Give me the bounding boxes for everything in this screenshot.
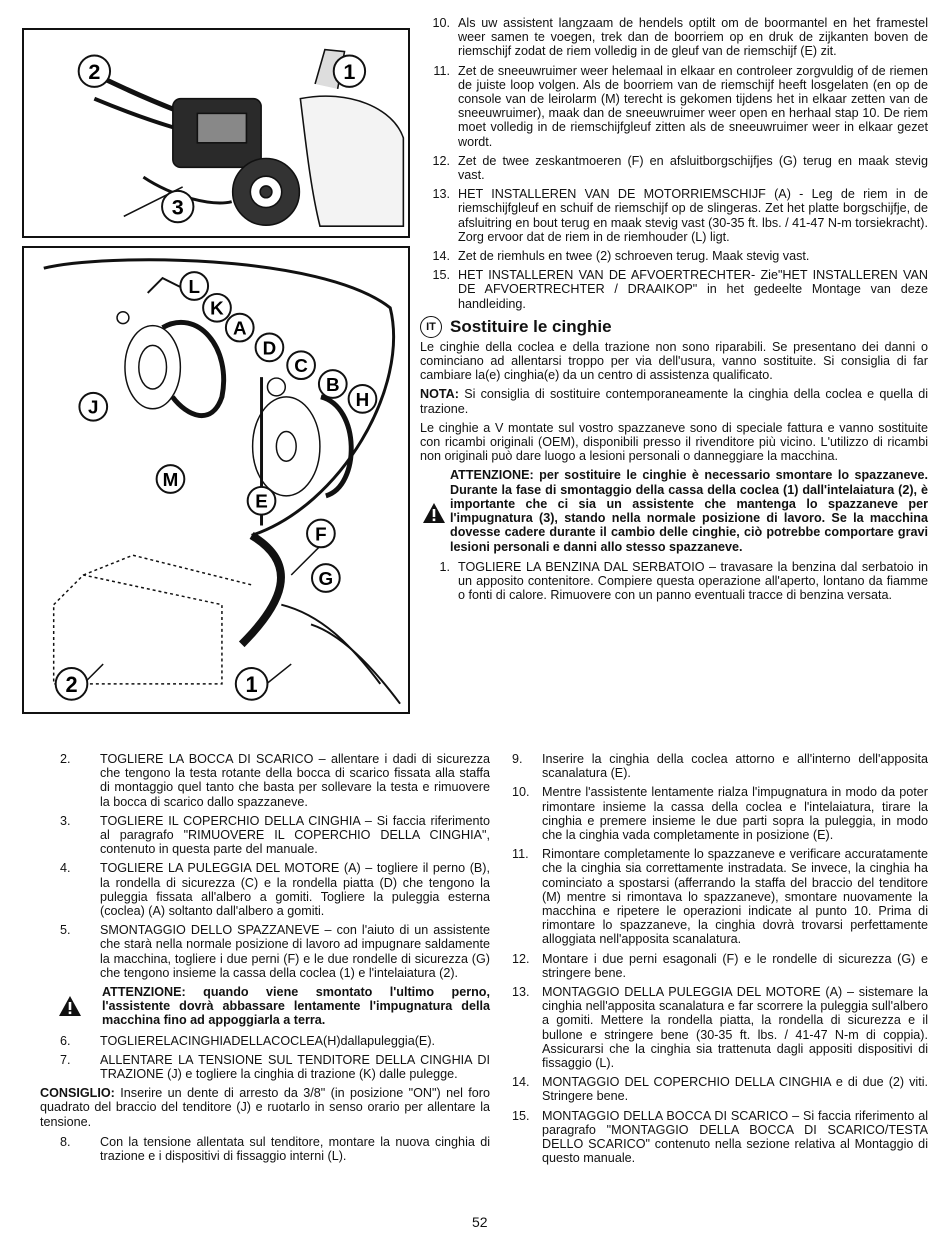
figure2-callout-2 <box>56 668 88 700</box>
figure2-callout-C <box>287 351 315 379</box>
italian-step-11: 11. Rimontare completamente lo spazzaneve e verificare accuratamente che la cinghia sia correttamente instradata. Se invece, la cinghia ha cominciato a spostarsi (afferrando la staffa del braccio del tenditore (M) mentre si rimontava lo spazzaneve), smontare nuovamente la macchina e ripetere le operazioni indicate al punto 10. Prima di rimontare lo spazzaneve, la cinghia dovrà trovarsi perfettamente alloggiata nell'apposita scanalatura. <box>512 847 928 947</box>
svg-text:M: M <box>162 468 179 490</box>
belt-pulley-illustration <box>24 248 408 712</box>
figure2-callout-E <box>248 487 276 515</box>
warning-block <box>420 468 928 553</box>
figure1-callout-2 <box>79 56 110 87</box>
svg-text:J: J <box>88 396 99 418</box>
warning-block-bottom <box>40 985 490 1028</box>
dutch-step-10: 10. Als uw assistent langzaam de hendels optilt om de boormantel en het framestel weer samen te voegen, trek dan de boorriem op en druk de zijkanten boven de riemschijf zodat de riem volledig in de gleuf van de riemschijf (E) zit. <box>432 16 928 59</box>
svg-text:D: D <box>262 337 277 359</box>
svg-text:B: B <box>325 373 340 395</box>
intro-paragraph: Le cinghie della coclea e della trazione non sono riparabili. Se presentano dei danni o cominciano ad allentarsi troppo per via dell'usura, vanno sostituite. Si consiglia di far cambiare la(e) cinghia(e) da un centro di assistenza qualificato. <box>420 339 928 383</box>
italian-step-5: 5. SMONTAGGIO DELLO SPAZZANEVE – con l'aiuto di un assistente che starà nella normale posizione di lavoro ad impugnare saldamente la macchina, togliere i due perni (F) e le due rondelle di sicurezza (G) che tengono insieme la cassa della coclea (1) e l'intelaiatura (2). <box>60 923 490 980</box>
top-right-column <box>420 16 928 607</box>
svg-text:L: L <box>188 275 200 297</box>
italian-step-3: 3. TOGLIERE IL COPERCHIO DELLA CINGHIA – Si faccia riferimento al paragrafo "RIMUOVERE IL COPERCHIO DELLA CINGHIA", contenuto in questa parte del manuale. <box>60 813 490 857</box>
snowthrower-illustration <box>24 30 408 236</box>
figure2-callout-F <box>307 520 335 548</box>
dutch-step-13: 13. HET INSTALLEREN VAN DE MOTORRIEMSCHIJF (A) - Leg de riem in de riemschijfgleuf en schuif de riemschijf op de slingeras. Zet het platte borgschijfje, de afsluitring en bout terug en maak stevig vast (30-35 ft. lbs. / 41-47 N-m torsiekracht). Zorg ervoor dat de riem in de riemhouder (L) ligt. <box>432 187 928 244</box>
warning-icon <box>422 502 446 524</box>
svg-text:2: 2 <box>65 671 78 697</box>
warning-text: ATTENZIONE: quando viene smontato l'ultimo perno, l'assistente dovrà abbassare lentamente l'impugnatura della macchina fino ad appoggiarla a terra. <box>102 985 490 1028</box>
svg-text:2: 2 <box>88 59 101 85</box>
figure2-callout-H <box>349 385 377 413</box>
svg-text:A: A <box>232 317 247 339</box>
nota-text: Si consiglia di sostituire contemporaneamente la cinghia della coclea e quella di trazione. <box>420 387 928 416</box>
figure2-callout-D <box>256 334 284 362</box>
nota-paragraph <box>420 387 928 415</box>
svg-text:E: E <box>255 490 268 512</box>
consiglio-paragraph <box>40 1086 490 1129</box>
figure1-callout-1 <box>334 56 365 87</box>
italian-step-6: 6. TOGLIERELACINGHIADELLACOCLEA(H)dallapuleggia(E). <box>60 1033 436 1048</box>
section-title: Sostituire le cinghie <box>450 316 612 336</box>
language-badge: IT <box>420 316 442 338</box>
bottom-left-column <box>40 752 490 1168</box>
svg-text:C: C <box>294 355 308 377</box>
dutch-step-11: 11. Zet de sneeuwruimer weer helemaal in elkaar en controleer zorgvuldig of de riemen de juiste loop volgen. Als de boorriem van de riemschijf heeft losgelaten (en op de console van de leirolarm (M) terecht is gekomen tijdens het in elkaar zetten van de sneeuwruimer), maak dan de sneeuwruimer weer open en herhaal stap 10. De riem moet volledig in de riemschijfgleuf zitten als de sneeuwruimer weer in elkaar gezet wordt. <box>433 63 928 149</box>
figure-belt-pulley-detail <box>22 246 410 714</box>
figure2-callout-L <box>180 272 208 300</box>
italian-step-4: 4. TOGLIERE LA PULEGGIA DEL MOTORE (A) – togliere il perno (B), la rondella di sicurezza (C) e la rondella piatta (D) che tengono la puleggia fissata all'albero a gomiti. Togliere la puleggia esterna (coclea) (A) soltanto dall'albero a gomiti. <box>60 861 490 919</box>
section-header <box>420 316 928 338</box>
svg-text:1: 1 <box>343 59 356 85</box>
dutch-step-15: 15. HET INSTALLEREN VAN DE AFVOERTRECHTER- Zie"HET INSTALLEREN VAN DE AFVOERTRECHTER / DRAAIKOP" in het gedeelte Montage van deze handleiding. <box>432 268 928 311</box>
italian-step-13: 13. MONTAGGIO DELLA PULEGGIA DEL MOTORE (A) – sistemare la cinghia nell'apposita scanalatura e far scorrere la puleggia sull'albero a gomiti. Mettere la rondella piatta, la rondella di sicurezza e il bullone e stringere bene (30-35 ft. lbs. / 41-47 N-m di coppia). Assicurarsi che la cinghia sia trattenuta dagli appositi dispositivi di fissaggio (L). <box>512 985 928 1071</box>
consiglio-text: Inserire un dente di arresto da 3/8" (in posizione "ON") nel foro quadrato del braccio del tenditore (J) e ruotarlo in senso orario per allentare la tensione. <box>40 1086 490 1129</box>
figure2-callout-M <box>157 465 185 493</box>
dutch-step-12: 12. Zet de twee zeskantmoeren (F) en afsluitborgschijfjes (G) terug en maak stevig vast. <box>432 153 928 183</box>
figure-snowthrower-overview <box>22 28 410 238</box>
svg-text:1: 1 <box>245 671 258 697</box>
italian-step-10: 10. Mentre l'assistente lentamente rialza l'impugnatura in modo da poter rimontare insieme la cassa della coclea e l'intelaiatura, tirare la cinghia e premere insieme le due parti sopra la puleggia, in modo che la cinghia vada completamente in posizione (E). <box>512 785 928 843</box>
italian-step-2: 2. TOGLIERE LA BOCCA DI SCARICO – allentare i dadi di sicurezza che tengono la testa rotante della bocca di scarico fissata alla staffa di montaggio quel tanto che basta per sollevare la testa e rimuovere la bocca di scarico dallo spazzaneve. <box>60 752 490 809</box>
dutch-step-14: 14. Zet de riemhuls en twee (2) schroeven terug. Maak stevig vast. <box>432 249 810 264</box>
figure2-callout-1 <box>236 668 268 700</box>
oem-paragraph: Le cinghie a V montate sul vostro spazzaneve sono di speciale fattura e vanno sostituite con ricambi originali (OEM), disponibili presso il rivenditore più vicino. L'utilizzo di ricambi non originali può dare luogo a lesioni personali o danneggiare la macchina. <box>420 420 928 464</box>
figure2-callout-A <box>226 314 254 342</box>
italian-step-1: 1. TOGLIERE LA BENZINA DAL SERBATOIO – travasare la benzina dal serbatoio in un apposito contenitore. Compiere questa operazione all'aperto, lontano da fiamme o fonti di calore. Rimuovere con un panno eventuali tracce di benzina versata. <box>439 559 928 603</box>
warning-icon <box>58 995 82 1017</box>
svg-text:K: K <box>210 297 224 319</box>
italian-step-8: 8. Con la tensione allentata sul tenditore, montare la nuova cinghia di trazione e i dispositivi di fissaggio interni (L). <box>60 1134 490 1164</box>
figure2-callout-J <box>79 393 107 421</box>
italian-step-12: 12. Montare i due perni esagonali (F) e le rondelle di sicurezza (G) e stringere bene. <box>512 951 928 980</box>
consiglio-label: CONSIGLIO: <box>40 1086 115 1101</box>
italian-step-14: 14. MONTAGGIO DEL COPERCHIO DELLA CINGHIA e di due (2) viti. Stringere bene. <box>512 1075 928 1104</box>
svg-text:H: H <box>355 388 370 410</box>
svg-text:3: 3 <box>171 194 184 220</box>
page-number: 52 <box>472 1214 488 1230</box>
warning-text: ATTENZIONE: per sostituire le cinghie è necessario smontare lo spazzaneve. Durante la fase di smontaggio della cassa della coclea (1) dall'intelaiatura (2), è importante che ci sia un assistente che mantenga lo spazzaneve per l'impugnatura (3), stando nella normale posizione di lavoro. Se la macchina dovesse cadere durante il cambio delle cinghie, ciò potrebbe comportare gravi lesioni personali e danni allo stesso spazzaneve. <box>450 468 928 554</box>
italian-step-9: 9. Inserire la cinghia della coclea attorno e all'interno dell'apposita scanalatura (E). <box>512 752 928 781</box>
svg-text:G: G <box>318 567 334 589</box>
nota-label: NOTA: <box>420 387 459 402</box>
bottom-right-column <box>512 752 928 1170</box>
figure2-callout-K <box>203 294 231 322</box>
figure1-callout-3 <box>162 191 193 222</box>
figure2-callout-G <box>312 564 340 592</box>
italian-step-7: 7. ALLENTARE LA TENSIONE SUL TENDITORE DELLA CINGHIA DI TRAZIONE (J) e togliere la cinghia di trazione (K) dalle pulegge. <box>60 1052 490 1082</box>
figure2-callout-B <box>319 370 347 398</box>
svg-text:F: F <box>315 523 327 545</box>
italian-step-15: 15. MONTAGGIO DELLA BOCCA DI SCARICO – Si faccia riferimento al paragrafo "MONTAGGIO DELLA BOCCA DI SCARICO/TESTA DELLO SCARICO" contenuto nella sezione relativa al Montaggio di questo manuale. <box>512 1108 928 1166</box>
